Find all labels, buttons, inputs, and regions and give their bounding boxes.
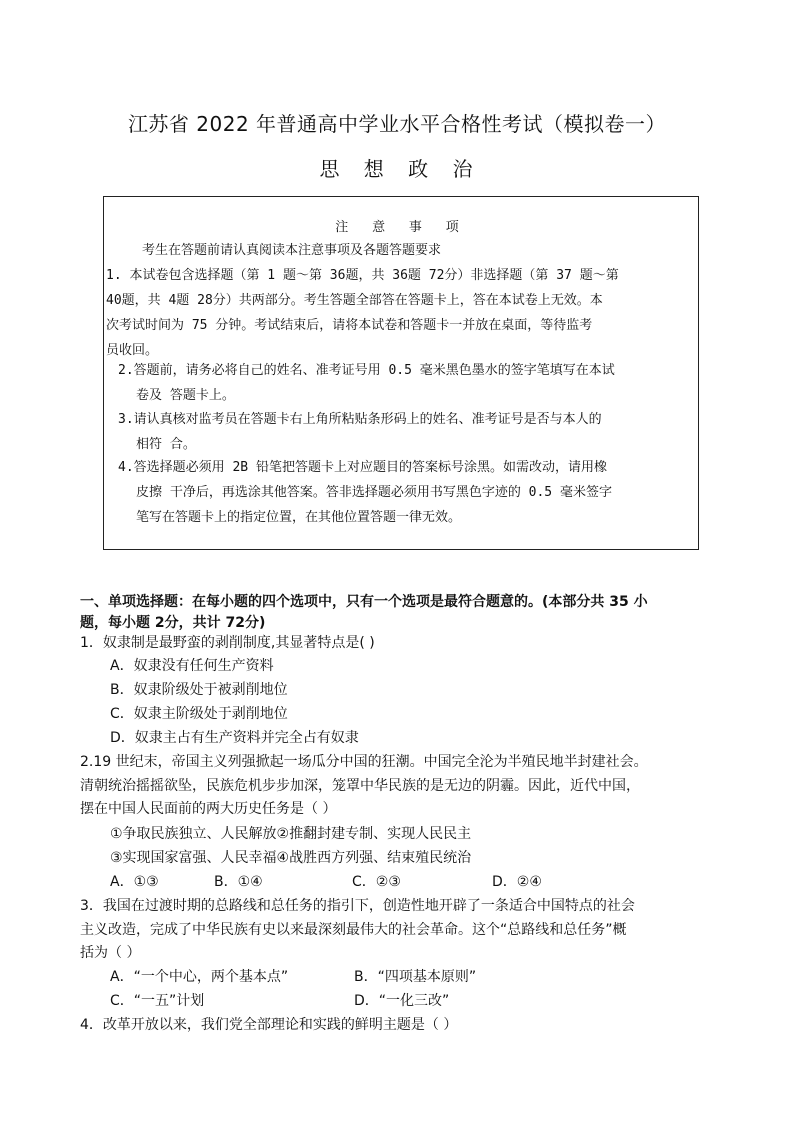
question-1-option-a: A．奴隶没有任何生产资料 <box>110 658 274 674</box>
question-2-line-3: 摆在中国人民面前的两大历史任务是（ ） <box>80 801 337 817</box>
notice-heading: 注 意 事 项 <box>335 220 467 235</box>
question-2-line-1: 2.19 世纪末，帝国主义列强掀起一场瓜分中国的狂潮。中国完全沦为半殖民地半封建社会。 <box>80 754 648 770</box>
notice-box <box>103 196 699 550</box>
question-1-option-b: B．奴隶阶级处于被剥削地位 <box>110 682 288 698</box>
notice-intro: 考生在答题前请认真阅读本注意事项及各题答题要求 <box>142 243 442 258</box>
notice-item-3 <box>118 407 692 457</box>
notice-item-4-line-1: 4.答选择题必须用 2B 铅笔把答题卡上对应题目的答案标号涂黑。如需改动，请用橡 <box>118 460 607 475</box>
section-heading <box>80 592 730 634</box>
question-3-option-a: A．“一个中心，两个基本点” <box>110 969 289 985</box>
question-3-line-1: 3．我国在过渡时期的总路线和总任务的指引下，创造性地开辟了一条适合中国特点的社会 <box>80 898 635 914</box>
notice-item-3-line-2: 相符 合。 <box>136 437 196 452</box>
question-3-option-b: B．“四项基本原则” <box>354 969 477 985</box>
question-2-option-b: B．①④ <box>214 874 263 890</box>
notice-item-1-line-2: 40题，共 4题 28分）共两部分。考生答题全部答在答题卡上，答在本试卷上无效。本 <box>106 293 603 308</box>
exam-title: 江苏省 2022 年普通高中学业水平合格性考试（模拟卷一） <box>127 112 667 136</box>
notice-item-4-line-2: 皮擦 干净后，再选涂其他答案。答非选择题必须用书写黑色字迹的 0.5 毫米签字 <box>136 485 612 500</box>
question-1-stem: 1．奴隶制是最野蛮的剥削制度,其显著特点是( ) <box>80 635 375 651</box>
question-3-line-3: 括为（ ） <box>80 945 141 961</box>
question-2-statements-2: ③实现国家富强、人民幸福④战胜西方列强、结束殖民统治 <box>110 850 472 866</box>
notice-item-2-line-2: 卷及 答题卡上。 <box>136 388 235 403</box>
question-3-line-2: 主义改造，完成了中华民族有史以来最深刻最伟大的社会革命。这个“总路线和总任务”概 <box>80 921 627 938</box>
notice-item-3-line-1: 3.请认真核对监考员在答题卡右上角所粘贴条形码上的姓名、准考证号是否与本人的 <box>118 412 602 427</box>
question-1-option-c: C．奴隶主阶级处于剥削地位 <box>110 706 288 722</box>
question-3-stem <box>80 895 720 966</box>
notice-item-1-line-3: 次考试时间为 75 分钟。考试结束后，请将本试卷和答题卡一并放在桌面，等待监考 <box>106 318 593 333</box>
notice-item-4-line-3: 笔写在答题卡上的指定位置，在其他位置答题一律无效。 <box>136 510 462 525</box>
question-2-option-c: C．②③ <box>352 874 401 890</box>
question-2-statements-1: ①争取民族独立、人民解放②推翻封建专制、实现人民民主 <box>110 826 472 842</box>
notice-item-1 <box>106 263 692 363</box>
question-1-option-d: D．奴隶主占有生产资料并完全占有奴隶 <box>110 730 359 746</box>
notice-item-4 <box>118 455 692 530</box>
question-2-stem <box>80 751 720 822</box>
question-4-stem: 4．改革开放以来，我们党全部理论和实践的鲜明主题是（ ） <box>80 1017 458 1033</box>
notice-item-2 <box>118 358 692 408</box>
notice-item-1-line-1: 1. 本试卷包含选择题（第 1 题～第 36题，共 36题 72分）非选择题（第 37 题～第 <box>106 268 619 283</box>
subject-title: 思 想 政 治 <box>319 157 475 181</box>
question-3-option-c: C．“一五”计划 <box>110 993 205 1009</box>
question-2-option-a: A．①③ <box>110 874 159 890</box>
notice-item-2-line-1: 2.答题前，请务必将自己的姓名、准考证号用 0.5 毫米黑色墨水的签字笔填写在本试 <box>118 363 615 378</box>
section-heading-line-1: 一、单项选择题：在每小题的四个选项中，只有一个选项是最符合题意的。(本部分共 35 小 <box>80 594 648 610</box>
question-2-line-2: 清朝统治摇摇欲坠，民族危机步步加深，笼罩中华民族的是无边的阴霾。因此，近代中国， <box>80 777 640 794</box>
question-3-option-d: D．“一化三改” <box>354 993 450 1009</box>
question-2-option-d: D．②④ <box>492 874 542 890</box>
notice-item-1-line-4: 员收回。 <box>106 343 159 358</box>
section-heading-line-2: 题，每小题 2分，共计 72分) <box>80 615 266 631</box>
